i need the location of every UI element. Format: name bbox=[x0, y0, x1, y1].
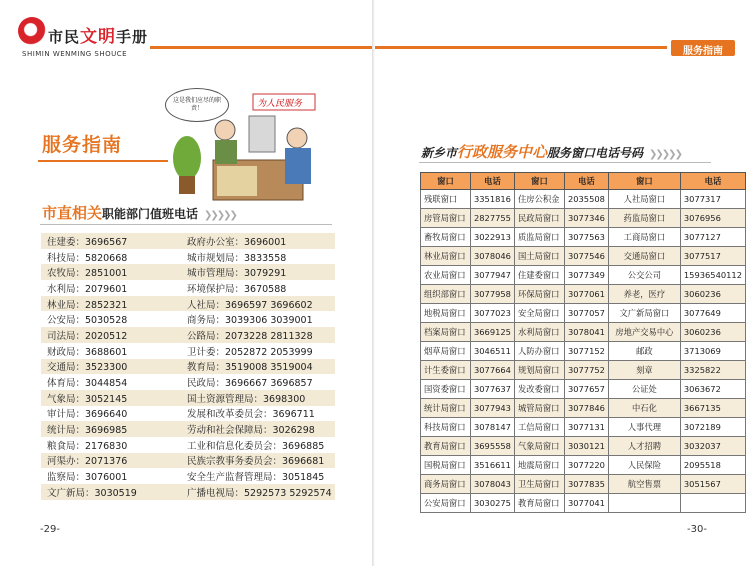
table-cell: 财政局：3688601 bbox=[47, 346, 128, 358]
table-cell: 房地产交易中心 bbox=[608, 323, 680, 342]
table-cell: 粮食局：2176830 bbox=[47, 440, 128, 452]
table-cell: 畜牧局窗口 bbox=[421, 228, 471, 247]
table-cell: 3667135 bbox=[680, 399, 745, 418]
header-rule bbox=[150, 46, 375, 49]
chevrons-icon: ❯❯❯❯❯ bbox=[204, 210, 236, 221]
table-cell: 3072189 bbox=[680, 418, 745, 437]
column-header: 窗口 bbox=[608, 173, 680, 190]
table-row bbox=[41, 406, 335, 422]
table-cell: 邮政 bbox=[608, 342, 680, 361]
table-cell: 3051567 bbox=[680, 475, 745, 494]
section-title-rule bbox=[38, 160, 168, 162]
table-cell: 3032037 bbox=[680, 437, 745, 456]
table-row bbox=[41, 437, 335, 453]
table-cell: 3060236 bbox=[680, 285, 745, 304]
table-cell: 房管局窗口 bbox=[421, 209, 471, 228]
table-cell bbox=[680, 494, 745, 513]
table-cell: 农牧局：2851001 bbox=[41, 264, 181, 280]
table-row bbox=[421, 399, 746, 418]
table-cell: 3077943 bbox=[471, 399, 515, 418]
table-cell: 教育局窗口 bbox=[421, 437, 471, 456]
table-cell: 计生委窗口 bbox=[421, 361, 471, 380]
table-cell: 发改委窗口 bbox=[514, 380, 564, 399]
section-title: 服务指南 bbox=[42, 134, 123, 156]
table-cell: 城市管理局：3079291 bbox=[181, 264, 335, 280]
table-cell: 3077752 bbox=[564, 361, 608, 380]
table-cell: 民政局窗口 bbox=[514, 209, 564, 228]
table-cell: 3030121 bbox=[564, 437, 608, 456]
table-cell: 人才招聘 bbox=[608, 437, 680, 456]
table-cell: 航空售票 bbox=[608, 475, 680, 494]
subtitle-rule bbox=[40, 224, 332, 225]
table-row bbox=[421, 228, 746, 247]
table-cell: 河渠办：2071376 bbox=[41, 453, 181, 469]
table-cell: 3063672 bbox=[680, 380, 745, 399]
section-tag: 服务指南 bbox=[671, 40, 735, 56]
table-row bbox=[421, 342, 746, 361]
table-cell: 交通局：3523300 bbox=[41, 359, 181, 375]
table-cell: 科技局：5820668 bbox=[47, 252, 128, 264]
table-cell: 人社局窗口 bbox=[608, 190, 680, 209]
table-cell: 国土局窗口 bbox=[514, 247, 564, 266]
logo-flower-icon bbox=[18, 17, 46, 45]
table-cell: 公安局窗口 bbox=[421, 494, 471, 513]
table-cell: 安全局窗口 bbox=[514, 304, 564, 323]
table-cell: 3077023 bbox=[471, 304, 515, 323]
table-cell: 国资委窗口 bbox=[421, 380, 471, 399]
table-cell: 2827755 bbox=[471, 209, 515, 228]
table-cell: 3077220 bbox=[564, 456, 608, 475]
table-row bbox=[421, 304, 746, 323]
table-cell: 交通局窗口 bbox=[608, 247, 680, 266]
table-cell: 气象局窗口 bbox=[514, 437, 564, 456]
table-row bbox=[421, 190, 746, 209]
table-cell: 卫计委：2052872 2053999 bbox=[187, 346, 313, 358]
table-row bbox=[41, 453, 335, 469]
table-row bbox=[421, 323, 746, 342]
table-cell: 3077958 bbox=[471, 285, 515, 304]
table-cell: 3077563 bbox=[564, 228, 608, 247]
table-cell: 3077546 bbox=[564, 247, 608, 266]
table-cell: 3046511 bbox=[471, 342, 515, 361]
table-cell: 广播电视局：5292573 5292574 bbox=[181, 484, 335, 500]
banner-text: 为人民服务 bbox=[257, 99, 303, 109]
table-row bbox=[421, 380, 746, 399]
table-cell: 科技局窗口 bbox=[421, 418, 471, 437]
table-cell: 水利局窗口 bbox=[514, 323, 564, 342]
table-row bbox=[41, 264, 335, 280]
header-rule-right bbox=[375, 46, 667, 49]
table-cell: 环保局窗口 bbox=[514, 285, 564, 304]
table-cell: 水利局：2079601 bbox=[47, 283, 128, 295]
table-row bbox=[41, 421, 335, 437]
table-cell: 药监局窗口 bbox=[608, 209, 680, 228]
table-cell: 气象局：3052145 bbox=[41, 390, 181, 406]
table-cell: 公交公司 bbox=[608, 266, 680, 285]
table-cell: 统计局：3696985 bbox=[41, 421, 181, 437]
column-header: 电话 bbox=[564, 173, 608, 190]
table-cell: 3077131 bbox=[564, 418, 608, 437]
table-row bbox=[421, 266, 746, 285]
table-row bbox=[41, 374, 335, 390]
table-row bbox=[41, 390, 335, 406]
table-cell: 人事代理 bbox=[608, 418, 680, 437]
table-cell: 3078043 bbox=[471, 475, 515, 494]
table-cell: 林业局：2852321 bbox=[41, 296, 181, 312]
table-row bbox=[41, 468, 335, 484]
table-cell: 规划局窗口 bbox=[514, 361, 564, 380]
table-cell: 3077346 bbox=[564, 209, 608, 228]
table-cell: 公路局：2073228 2811328 bbox=[181, 327, 335, 343]
table-cell: 3077127 bbox=[680, 228, 745, 247]
table-cell: 卫生局窗口 bbox=[514, 475, 564, 494]
table-cell: 3078147 bbox=[471, 418, 515, 437]
table-cell: 教育局窗口 bbox=[514, 494, 564, 513]
table-cell: 环境保护局：3670588 bbox=[187, 283, 287, 295]
table-cell: 人民保险 bbox=[608, 456, 680, 475]
table-cell: 3077835 bbox=[564, 475, 608, 494]
table-cell: 3077317 bbox=[680, 190, 745, 209]
duty-phone-table bbox=[41, 233, 335, 500]
column-header: 窗口 bbox=[514, 173, 564, 190]
table-cell: 3060236 bbox=[680, 323, 745, 342]
table-row bbox=[421, 418, 746, 437]
table-cell: 3077041 bbox=[564, 494, 608, 513]
table-cell: 质监局窗口 bbox=[514, 228, 564, 247]
table-cell: 3516611 bbox=[471, 456, 515, 475]
table-cell: 商务局窗口 bbox=[421, 475, 471, 494]
title-rule bbox=[419, 162, 711, 163]
table-cell: 3077657 bbox=[564, 380, 608, 399]
table-cell: 教育局：3519008 3519004 bbox=[181, 359, 335, 375]
table-row bbox=[421, 437, 746, 456]
table-cell: 地震局窗口 bbox=[514, 456, 564, 475]
table-cell: 司法局：2020512 bbox=[41, 327, 181, 343]
table-cell: 3077061 bbox=[564, 285, 608, 304]
table-cell: 3078041 bbox=[564, 323, 608, 342]
table-cell: 住建委窗口 bbox=[514, 266, 564, 285]
table-cell: 国土资源管理局：3698300 bbox=[181, 390, 335, 406]
table-cell: 公安局：5030528 bbox=[47, 315, 128, 327]
table-row bbox=[421, 209, 746, 228]
table-row bbox=[421, 456, 746, 475]
table-cell: 住房公积金 bbox=[514, 190, 564, 209]
table-cell: 3030275 bbox=[471, 494, 515, 513]
table-cell: 2035508 bbox=[564, 190, 608, 209]
table-cell: 地税局窗口 bbox=[421, 304, 471, 323]
table-cell: 3077947 bbox=[471, 266, 515, 285]
table-cell: 中石化 bbox=[608, 399, 680, 418]
table-cell: 15936540112 bbox=[680, 266, 745, 285]
table-row bbox=[41, 249, 335, 265]
table-cell: 文广新局窗口 bbox=[608, 304, 680, 323]
table-cell: 人防办窗口 bbox=[514, 342, 564, 361]
table-cell: 3076956 bbox=[680, 209, 745, 228]
table-cell: 3077664 bbox=[471, 361, 515, 380]
table-row bbox=[41, 484, 335, 500]
column-header: 电话 bbox=[680, 173, 745, 190]
table-cell: 劳动和社会保障局：3026298 bbox=[181, 421, 335, 437]
table-cell: 农业局窗口 bbox=[421, 266, 471, 285]
table-cell: 林业局窗口 bbox=[421, 247, 471, 266]
table-cell: 公证处 bbox=[608, 380, 680, 399]
column-header: 窗口 bbox=[421, 173, 471, 190]
table-cell: 残联窗口 bbox=[421, 190, 471, 209]
table-cell: 安全生产监督管理局：3051845 bbox=[187, 472, 325, 484]
service-window-table bbox=[420, 172, 746, 513]
table-cell: 3695558 bbox=[471, 437, 515, 456]
table-row bbox=[41, 296, 335, 312]
table-cell: 国税局窗口 bbox=[421, 456, 471, 475]
table-cell: 3669125 bbox=[471, 323, 515, 342]
table-cell: 民政局：3696667 3696857 bbox=[187, 378, 313, 390]
right-page bbox=[375, 0, 750, 566]
table-row bbox=[421, 361, 746, 380]
logo-english: SHIMIN WENMING SHOUCE bbox=[22, 50, 128, 58]
table-cell: 刻章 bbox=[608, 361, 680, 380]
logo-title: 市民文明手册 bbox=[48, 27, 149, 47]
table-row bbox=[41, 233, 335, 249]
table-cell: 工业和信息化委员会：3696885 bbox=[187, 440, 325, 452]
table-cell: 3077846 bbox=[564, 399, 608, 418]
table-cell: 审计局：3696640 bbox=[47, 409, 128, 421]
table-cell: 统计局窗口 bbox=[421, 399, 471, 418]
speech-bubble: 这是我们应尽的职责！ bbox=[165, 88, 229, 122]
table-row bbox=[421, 494, 746, 513]
table-cell: 工信局窗口 bbox=[514, 418, 564, 437]
table-cell: 档案局窗口 bbox=[421, 323, 471, 342]
service-illustration bbox=[165, 88, 340, 208]
page-number: -29- bbox=[40, 524, 60, 535]
table-cell: 文广新局：3030519 bbox=[41, 484, 181, 500]
table-cell: 烟草局窗口 bbox=[421, 342, 471, 361]
table-cell: 2095518 bbox=[680, 456, 745, 475]
table-cell: 发展和改革委员会：3696711 bbox=[187, 409, 315, 421]
table-cell: 工商局窗口 bbox=[608, 228, 680, 247]
service-center-title: 新乡市行政服务中心服务窗口电话号码 ❯❯❯❯❯ bbox=[421, 143, 681, 161]
table-cell: 民族宗教事务委员会：3696681 bbox=[181, 453, 335, 469]
table-cell: 3325822 bbox=[680, 361, 745, 380]
table-row bbox=[41, 343, 335, 359]
table-cell: 3351816 bbox=[471, 190, 515, 209]
chevrons-icon: ❯❯❯❯❯ bbox=[649, 149, 681, 160]
table-cell: 城管局窗口 bbox=[514, 399, 564, 418]
table-row bbox=[421, 247, 746, 266]
table-cell: 养老，医疗 bbox=[608, 285, 680, 304]
table-cell: 政府办公室：3696001 bbox=[181, 233, 335, 249]
table-row bbox=[41, 311, 335, 327]
table-cell: 组织部窗口 bbox=[421, 285, 471, 304]
duty-phone-subtitle: 市直相关职能部门值班电话 ❯❯❯❯❯ bbox=[42, 204, 236, 222]
table-cell: 住建委：3696567 bbox=[41, 233, 181, 249]
column-header: 电话 bbox=[471, 173, 515, 190]
table-cell: 3022913 bbox=[471, 228, 515, 247]
table-row bbox=[421, 475, 746, 494]
table-cell: 监察局：3076001 bbox=[47, 472, 128, 484]
table-cell: 商务局：3039306 3039001 bbox=[187, 315, 313, 327]
table-cell: 城市规划局：3833558 bbox=[187, 252, 287, 264]
table-row bbox=[41, 327, 335, 343]
table-row bbox=[421, 285, 746, 304]
table-cell: 3077637 bbox=[471, 380, 515, 399]
table-cell: 3077349 bbox=[564, 266, 608, 285]
table-cell: 3077649 bbox=[680, 304, 745, 323]
table-row bbox=[41, 280, 335, 296]
table-cell: 3077152 bbox=[564, 342, 608, 361]
table-cell: 3077517 bbox=[680, 247, 745, 266]
table-cell: 人社局：3696597 3696602 bbox=[181, 296, 335, 312]
table-cell: 3713069 bbox=[680, 342, 745, 361]
table-cell: 体育局：3044854 bbox=[47, 378, 128, 390]
table-row bbox=[41, 359, 335, 375]
table-cell: 3077057 bbox=[564, 304, 608, 323]
page-number-right: -30- bbox=[687, 524, 707, 535]
table-cell bbox=[608, 494, 680, 513]
table-cell: 3078046 bbox=[471, 247, 515, 266]
